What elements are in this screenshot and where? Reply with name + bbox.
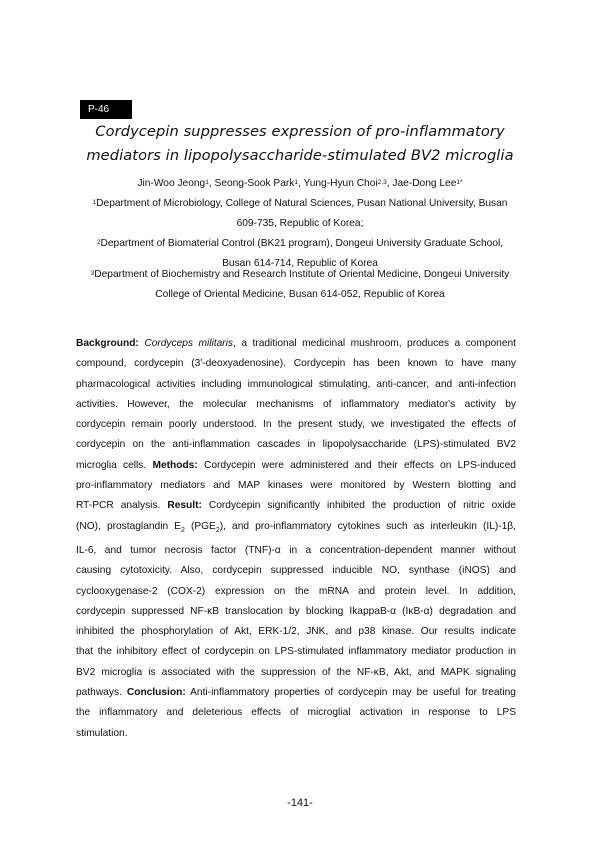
abstract-text: (NO), prostaglandin E xyxy=(76,520,181,532)
abstract-text: pro-inflammatory mediators and MAP kinases were monitored by Western blotting and xyxy=(76,480,516,492)
abstract-text: causing cytotoxicity. Also, cordycepin suppressed inducible NO, synthase (iNOS) and xyxy=(76,565,516,577)
abstract-text: RT-PCR analysis. xyxy=(76,500,161,512)
abstract-text: stimulation. xyxy=(76,727,128,739)
abstract-text: pharmacological activities including immunological stimulating, anti-cancer, and anti-infection xyxy=(76,378,516,390)
abstract-text: compound, cordycepin (3'-deoxyadenosine). Cordycepin has been known to have many xyxy=(76,358,516,370)
section-label-result: Result: xyxy=(167,500,202,512)
affiliation-mark: 3 xyxy=(90,270,95,277)
abstract-text: that the inhibitory effect of cordycepin on LPS-stimulated inflammatory mediator production in xyxy=(76,646,516,658)
affiliation-text: Department of Biochemistry and Research Institute of Oriental Medicine, Dongeui University xyxy=(94,269,510,280)
affiliation-text: Department of Microbiology, College of Natural Sciences, Pusan National University, Busan xyxy=(96,198,508,209)
author-affiliation-mark: 1 xyxy=(205,179,209,186)
section-label-conclusion: Conclusion: xyxy=(126,687,186,699)
abstract-text: Anti-inflammatory properties of cordycepin may be useful for treating xyxy=(190,687,516,699)
abstract-text: microglia cells. xyxy=(76,459,147,471)
abstract-text: inhibited the phosphorylation of Akt, ERK-1/2, JNK, and p38 kinase. Our results indicate xyxy=(76,626,516,638)
affiliation-text: Busan 614-714, Republic of Korea xyxy=(222,258,378,269)
author-affiliation-mark: 1* xyxy=(456,179,463,186)
affiliation-text: 609-735, Republic of Korea; xyxy=(236,218,364,229)
paper-title xyxy=(60,120,540,168)
affiliation-mark: 2 xyxy=(96,239,101,246)
affiliation-text: Department of Biomaterial Control (BK21 program), Dongeui University Graduate School, xyxy=(100,238,504,249)
section-label-background: Background: xyxy=(76,338,139,349)
author-name: Jin-Woo Jeong xyxy=(137,178,206,189)
title-line-2: mediators in lipopolysaccharide-stimulated BV2 microglia xyxy=(86,147,514,164)
abstract-text: , a traditional medicinal mushroom, produces a component xyxy=(233,338,516,349)
author-name: Yung-Hyun Choi xyxy=(303,178,378,189)
abstract-text: Cordycepin significantly inhibited the production of nitric oxide xyxy=(208,500,516,512)
abstract-text: Cordycepin were administered and their effects on LPS-induced xyxy=(204,459,516,471)
author-affiliation-mark: 2,3 xyxy=(377,179,387,186)
affiliation-1 xyxy=(70,194,530,234)
abstract-text: pathways. xyxy=(76,687,122,699)
abstract-text: cordycepin suppressed NF-κB translocation by blocking IkappaB-α (IκB-α) degradation and xyxy=(76,605,516,617)
page-number: -141- xyxy=(287,797,313,809)
subscript: 2 xyxy=(180,526,185,534)
abstract-text: cyclooxygenase-2 (COX-2) expression on the mRNA and protein level. In addition, xyxy=(76,585,516,597)
abstract-text: IL-6, and tumor necrosis factor (TNF)-α in a concentration-dependent manner without xyxy=(76,545,516,556)
abstract-text: BV2 microglia is associated with the suppression of the NF-κB, Akt, and MAPK signaling xyxy=(76,666,516,678)
author-list: Jin-Woo Jeong$^1$, Seong-Sook Park$^1$, Yung-Hyun Choi$^{2,3}$, Jae-Dong Lee$^{1*}$ xyxy=(137,178,463,189)
abstract-text: ), and pro-inflammatory cytokines such as interleukin (IL)-1β, xyxy=(219,520,516,532)
author-name: Jae-Dong Lee xyxy=(392,178,457,189)
abstract-text: the inflammatory and deleterious effects of microglial activation in response to LPS xyxy=(76,707,516,719)
abstract-text: cordycepin remain poorly understood. In the present study, we investigated the effects of xyxy=(76,419,516,431)
author-name: Seong-Sook Park xyxy=(214,178,295,189)
species-name: Cordyceps militaris xyxy=(144,338,234,349)
affiliation-3 xyxy=(70,265,530,305)
abstract-text: (PGE xyxy=(184,520,216,532)
abstract-text: cordycepin on the anti-inflammation cascades in lipopolysaccharide (LPS)-stimulated BV2 xyxy=(76,439,516,451)
subscript: 2 xyxy=(215,526,220,534)
affiliation-mark: 1 xyxy=(92,199,97,206)
abstract xyxy=(76,334,516,744)
affiliation-text: College of Oriental Medicine, Busan 614-052, Republic of Korea xyxy=(155,289,445,300)
section-label-methods: Methods: xyxy=(152,459,198,471)
title-line-1: Cordycepin suppresses expression of pro-inflammatory xyxy=(95,123,505,140)
author-affiliation-mark: 1 xyxy=(294,179,298,186)
poster-id-badge: P-46 xyxy=(80,100,132,119)
abstract-text: activities. However, the molecular mechanisms of inflammatory mediator's activity by xyxy=(76,398,516,410)
